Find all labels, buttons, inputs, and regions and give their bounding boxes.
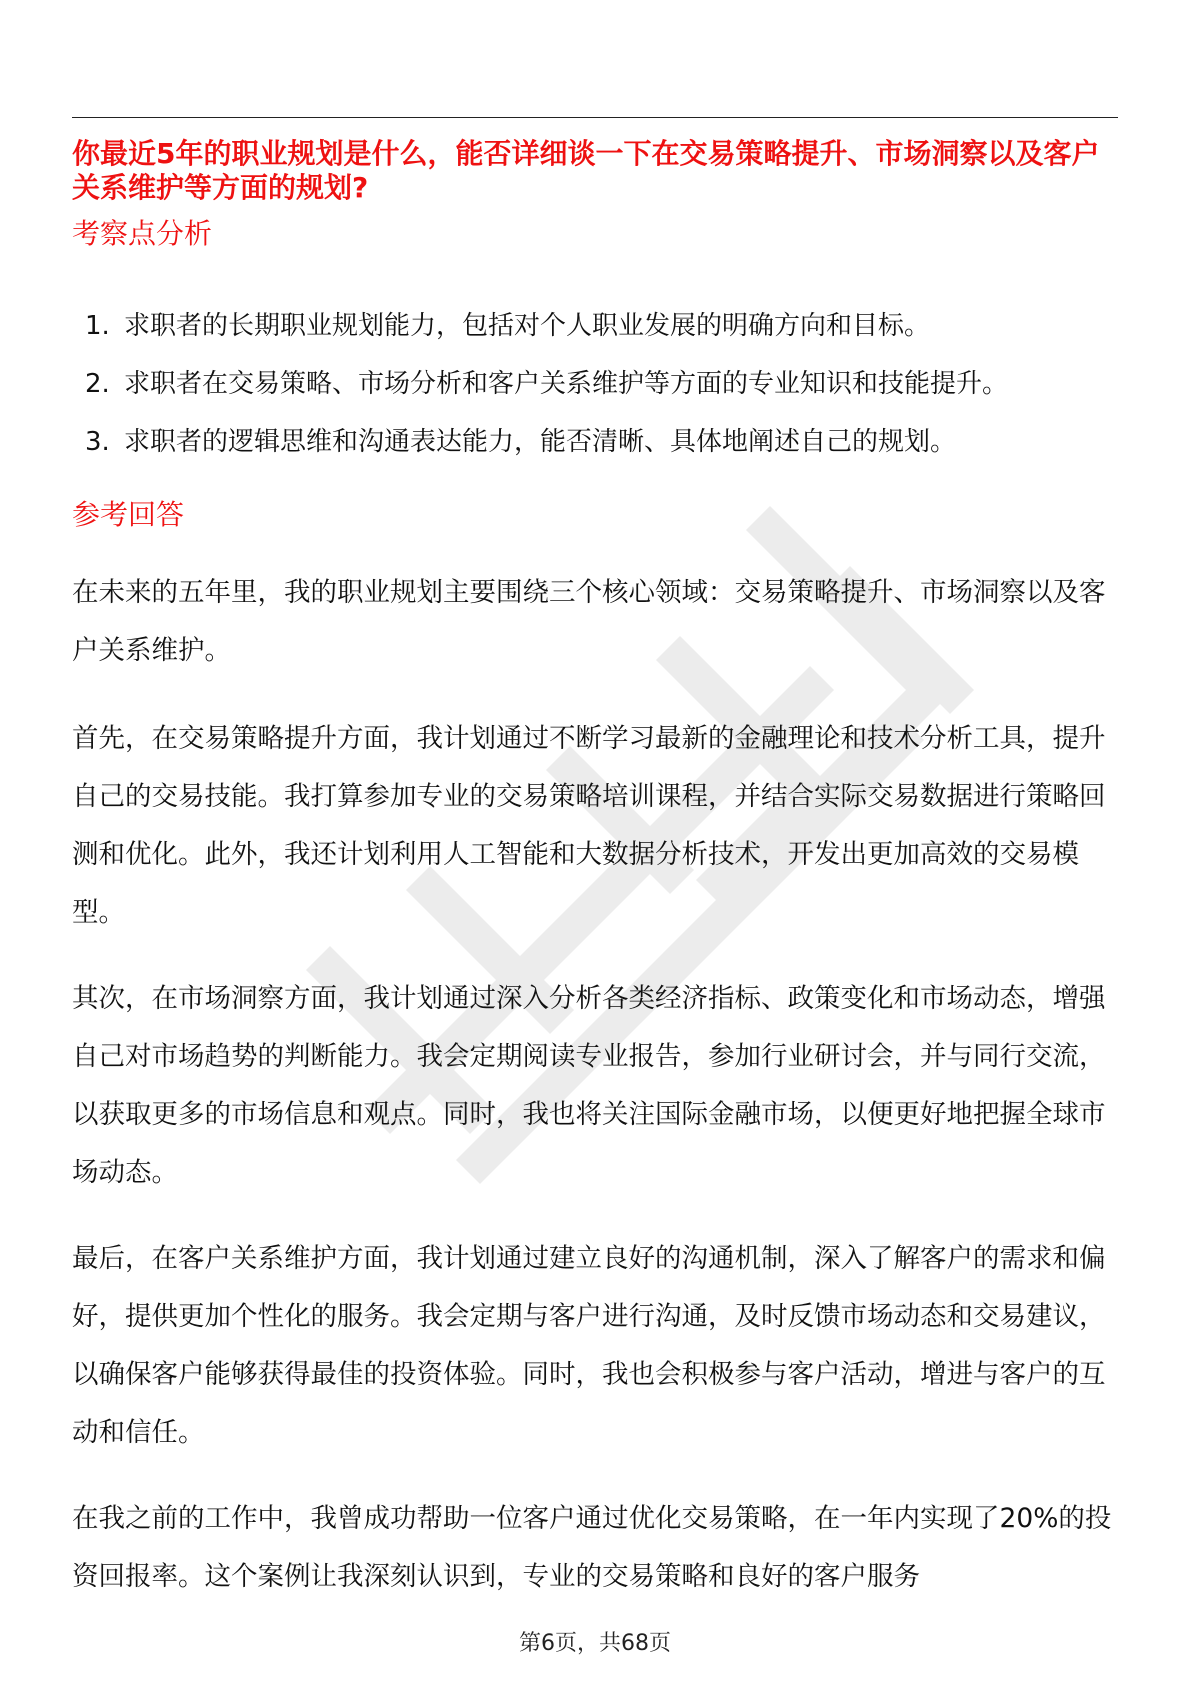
question-heading: 你最近5年的职业规划是什么，能否详细谈一下在交易策略提升、市场洞察以及客户关系维护等方面的规划? — [72, 137, 1100, 204]
list-item-number: 2. — [85, 369, 110, 399]
list-item-text: 求职者的逻辑思维和沟通表达能力，能否清晰、具体地阐述自己的规划。 — [124, 427, 957, 457]
list-item-number: 3. — [85, 427, 110, 457]
answer-paragraph: 其次，在市场洞察方面，我计划通过深入分析各类经济指标、政策变化和市场动态，增强自己对市场趋势的判断能力。我会定期阅读专业报告，参加行业研讨会，并与同行交流，以获取更多的市场信息和观点。同时，我也将关注国际金融市场，以便更好地把握全球市场动态。 — [72, 983, 1106, 1188]
answer-paragraph: 首先，在交易策略提升方面，我计划通过不断学习最新的金融理论和技术分析工具，提升自己的交易技能。我打算参加专业的交易策略培训课程，并结合实际交易数据进行策略回测和优化。此外，我还计划利用人工智能和大数据分析技术，开发出更加高效的交易模型。 — [72, 723, 1106, 928]
list-item-text: 求职者的长期职业规划能力，包括对个人职业发展的明确方向和目标。 — [124, 311, 931, 341]
top-rule — [72, 117, 1118, 118]
list-item — [72, 422, 1122, 480]
answer-paragraph: 在未来的五年里，我的职业规划主要围绕三个核心领域：交易策略提升、市场洞察以及客户关系维护。 — [72, 577, 1106, 666]
answer-paragraph: 在我之前的工作中，我曾成功帮助一位客户通过优化交易策略，在一年内实现了20%的投资回报率。这个案例让我深刻认识到，专业的交易策略和良好的客户服务 — [72, 1503, 1112, 1592]
list-item-number: 1. — [85, 311, 110, 341]
analysis-list — [72, 306, 1122, 480]
answer-title: 参考回答 — [72, 498, 185, 531]
page-number: 第6页，共68页 — [519, 1631, 671, 1656]
list-item — [72, 364, 1122, 422]
analysis-title: 考察点分析 — [72, 217, 213, 250]
list-item-text: 求职者在交易策略、市场分析和客户关系维护等方面的专业知识和技能提升。 — [124, 369, 1009, 399]
list-item — [72, 306, 1122, 364]
answer-paragraph: 最后，在客户关系维护方面，我计划通过建立良好的沟通机制，深入了解客户的需求和偏好，提供更加个性化的服务。我会定期与客户进行沟通，及时反馈市场动态和交易建议，以确保客户能够获得最佳的投资体验。同时，我也会积极参与客户活动，增进与客户的互动和信任。 — [72, 1243, 1106, 1448]
